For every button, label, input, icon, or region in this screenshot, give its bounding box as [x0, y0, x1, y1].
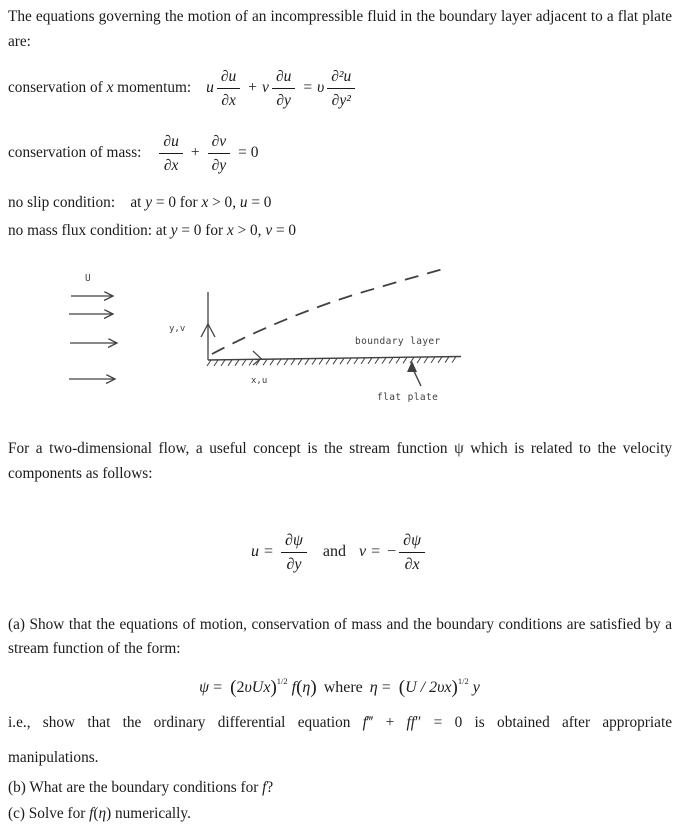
math-token: η [369, 679, 378, 696]
fraction [159, 132, 182, 175]
fraction [272, 67, 295, 110]
x-axis-arrowhead-icon [253, 351, 261, 365]
math-token: + [190, 144, 200, 161]
psi-definition-equation [0, 668, 679, 701]
math-token: ) [270, 677, 277, 698]
exponent: 1/2 [457, 676, 469, 686]
freestream-velocity-label: U [85, 273, 92, 284]
math-token: ∂y [286, 555, 302, 573]
math-token: η [302, 679, 311, 696]
math-token: ∂x [221, 91, 236, 109]
freestream-arrows [69, 296, 117, 379]
math-token: v [358, 543, 367, 560]
math-token: u [251, 543, 259, 560]
math-token: ∂²u [327, 67, 355, 89]
fraction [217, 67, 240, 110]
math-token: ψ [199, 679, 210, 696]
y-axis-label: y,v [169, 324, 186, 334]
flat-plate-pointer-head [407, 361, 417, 372]
stream-function-paragraph: For a two-dimensional flow, a useful concept is the stream function ψ which is related to the velocity components as follows: [8, 440, 672, 482]
momentum-equation [206, 67, 358, 110]
math-token: ∂u [272, 67, 295, 89]
fraction [399, 531, 425, 574]
momentum-row [8, 62, 358, 114]
mass-equation [156, 132, 263, 175]
math-token: + [248, 79, 258, 96]
flat-plate-line [208, 357, 461, 361]
part-a-paragraph: (a) Show that the equations of motion, conservation of mass and the boundary conditions are satisfied by a stream function of the form: [8, 616, 672, 657]
math-token: ∂ψ [281, 531, 307, 553]
exponent: 1/2 [276, 676, 288, 686]
math-token: υUx [244, 679, 271, 696]
math-token: ∂x [404, 555, 420, 573]
math-token: ∂y [276, 91, 291, 109]
math-token: = [213, 679, 223, 696]
math-token: = [381, 679, 391, 696]
math-token: y [472, 679, 480, 696]
no-slip-condition-line: no slip condition: at y = 0 for x > 0, u = 0 [8, 194, 272, 211]
math-token: = [371, 543, 381, 560]
part-b-line: (b) What are the boundary conditions for f? [8, 779, 274, 796]
intro-paragraph: The equations governing the motion of an incompressible fluid in the boundary layer adjacent to a flat plate are: [8, 8, 672, 50]
math-token: 2 [236, 679, 245, 696]
fraction [281, 531, 307, 574]
math-token: where [323, 679, 363, 696]
math-token: ( [398, 677, 406, 698]
math-token: U / 2υx [405, 679, 452, 696]
ode-statement-continuation: manipulations. [8, 749, 99, 766]
math-token: ∂x [163, 156, 179, 174]
ode-statement-line: i.e., show that the ordinary differential equation f‴ + ff″ = 0 is obtained after appropriate [8, 714, 672, 731]
mass-row [8, 128, 264, 178]
math-token: ) [451, 677, 458, 698]
math-token: − [387, 543, 397, 560]
math-token: = 0 [238, 144, 259, 161]
math-token: ( [296, 677, 303, 698]
math-token: ( [230, 677, 237, 698]
x-axis-label: x,u [251, 376, 268, 386]
flat-plate-label: flat plate [377, 392, 439, 403]
boundary-layer-diagram [55, 256, 475, 412]
math-token: ∂u [217, 67, 240, 89]
part-c-line: (c) Solve for f(η) numerically. [8, 805, 191, 822]
velocity-components-equation [0, 526, 679, 578]
math-token: ∂ψ [399, 531, 425, 553]
fraction [327, 67, 355, 110]
math-token: = [264, 543, 274, 560]
fraction [208, 132, 231, 175]
math-token: v [262, 79, 269, 96]
boundary-layer-label: boundary layer [355, 336, 441, 347]
math-token: ) [310, 677, 317, 698]
momentum-label: conservation of x momentum: [8, 79, 192, 96]
mass-label: conservation of mass: [8, 144, 142, 161]
math-token: υ [317, 79, 325, 96]
math-token: ∂v [208, 132, 231, 154]
no-mass-flux-condition-line: no mass flux condition: at y = 0 for x > 0, v = 0 [8, 222, 297, 239]
math-token: = [303, 79, 313, 96]
math-token: ∂y [211, 156, 227, 174]
math-token: and [322, 543, 346, 560]
math-token: ∂y² [331, 91, 351, 109]
math-token: f [291, 679, 297, 696]
math-token: u [206, 79, 214, 96]
math-token: ∂u [159, 132, 182, 154]
